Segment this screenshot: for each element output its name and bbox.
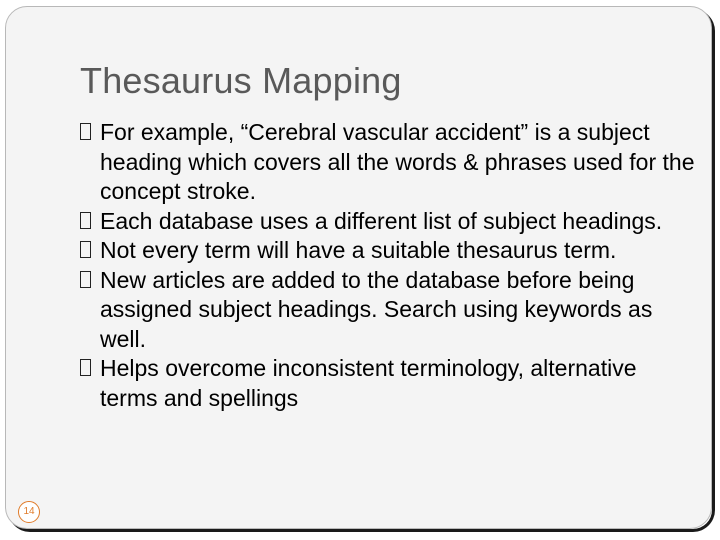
bullet-text: Each database uses a different list of subject headings.	[100, 207, 663, 234]
bullet-box-icon	[80, 359, 91, 376]
bullet-item	[80, 207, 700, 237]
bullet-box-icon	[80, 212, 91, 229]
bullet-item	[80, 354, 700, 413]
bullet-text: Not every term will have a suitable thesaurus term.	[100, 237, 617, 263]
bullet-item	[80, 118, 700, 207]
bullet-text: New articles are added to the database before being assigned subject headings. Search using keywords as well.	[100, 266, 653, 352]
bullet-text: For example, “Cerebral vascular accident” is a subject heading which covers all the words & phrases used for the concept stroke.	[100, 119, 695, 204]
bullet-box-icon	[80, 271, 91, 288]
bullet-item	[80, 266, 700, 355]
bullet-box-icon	[80, 123, 91, 140]
page-number: 14	[18, 501, 40, 523]
bullet-item	[80, 236, 700, 266]
slide-title: Thesaurus Mapping	[80, 60, 402, 101]
bullet-list	[80, 118, 700, 413]
bullet-text: Helps overcome inconsistent terminology, alternative terms and spellings	[100, 355, 637, 411]
bullet-box-icon	[80, 241, 91, 258]
